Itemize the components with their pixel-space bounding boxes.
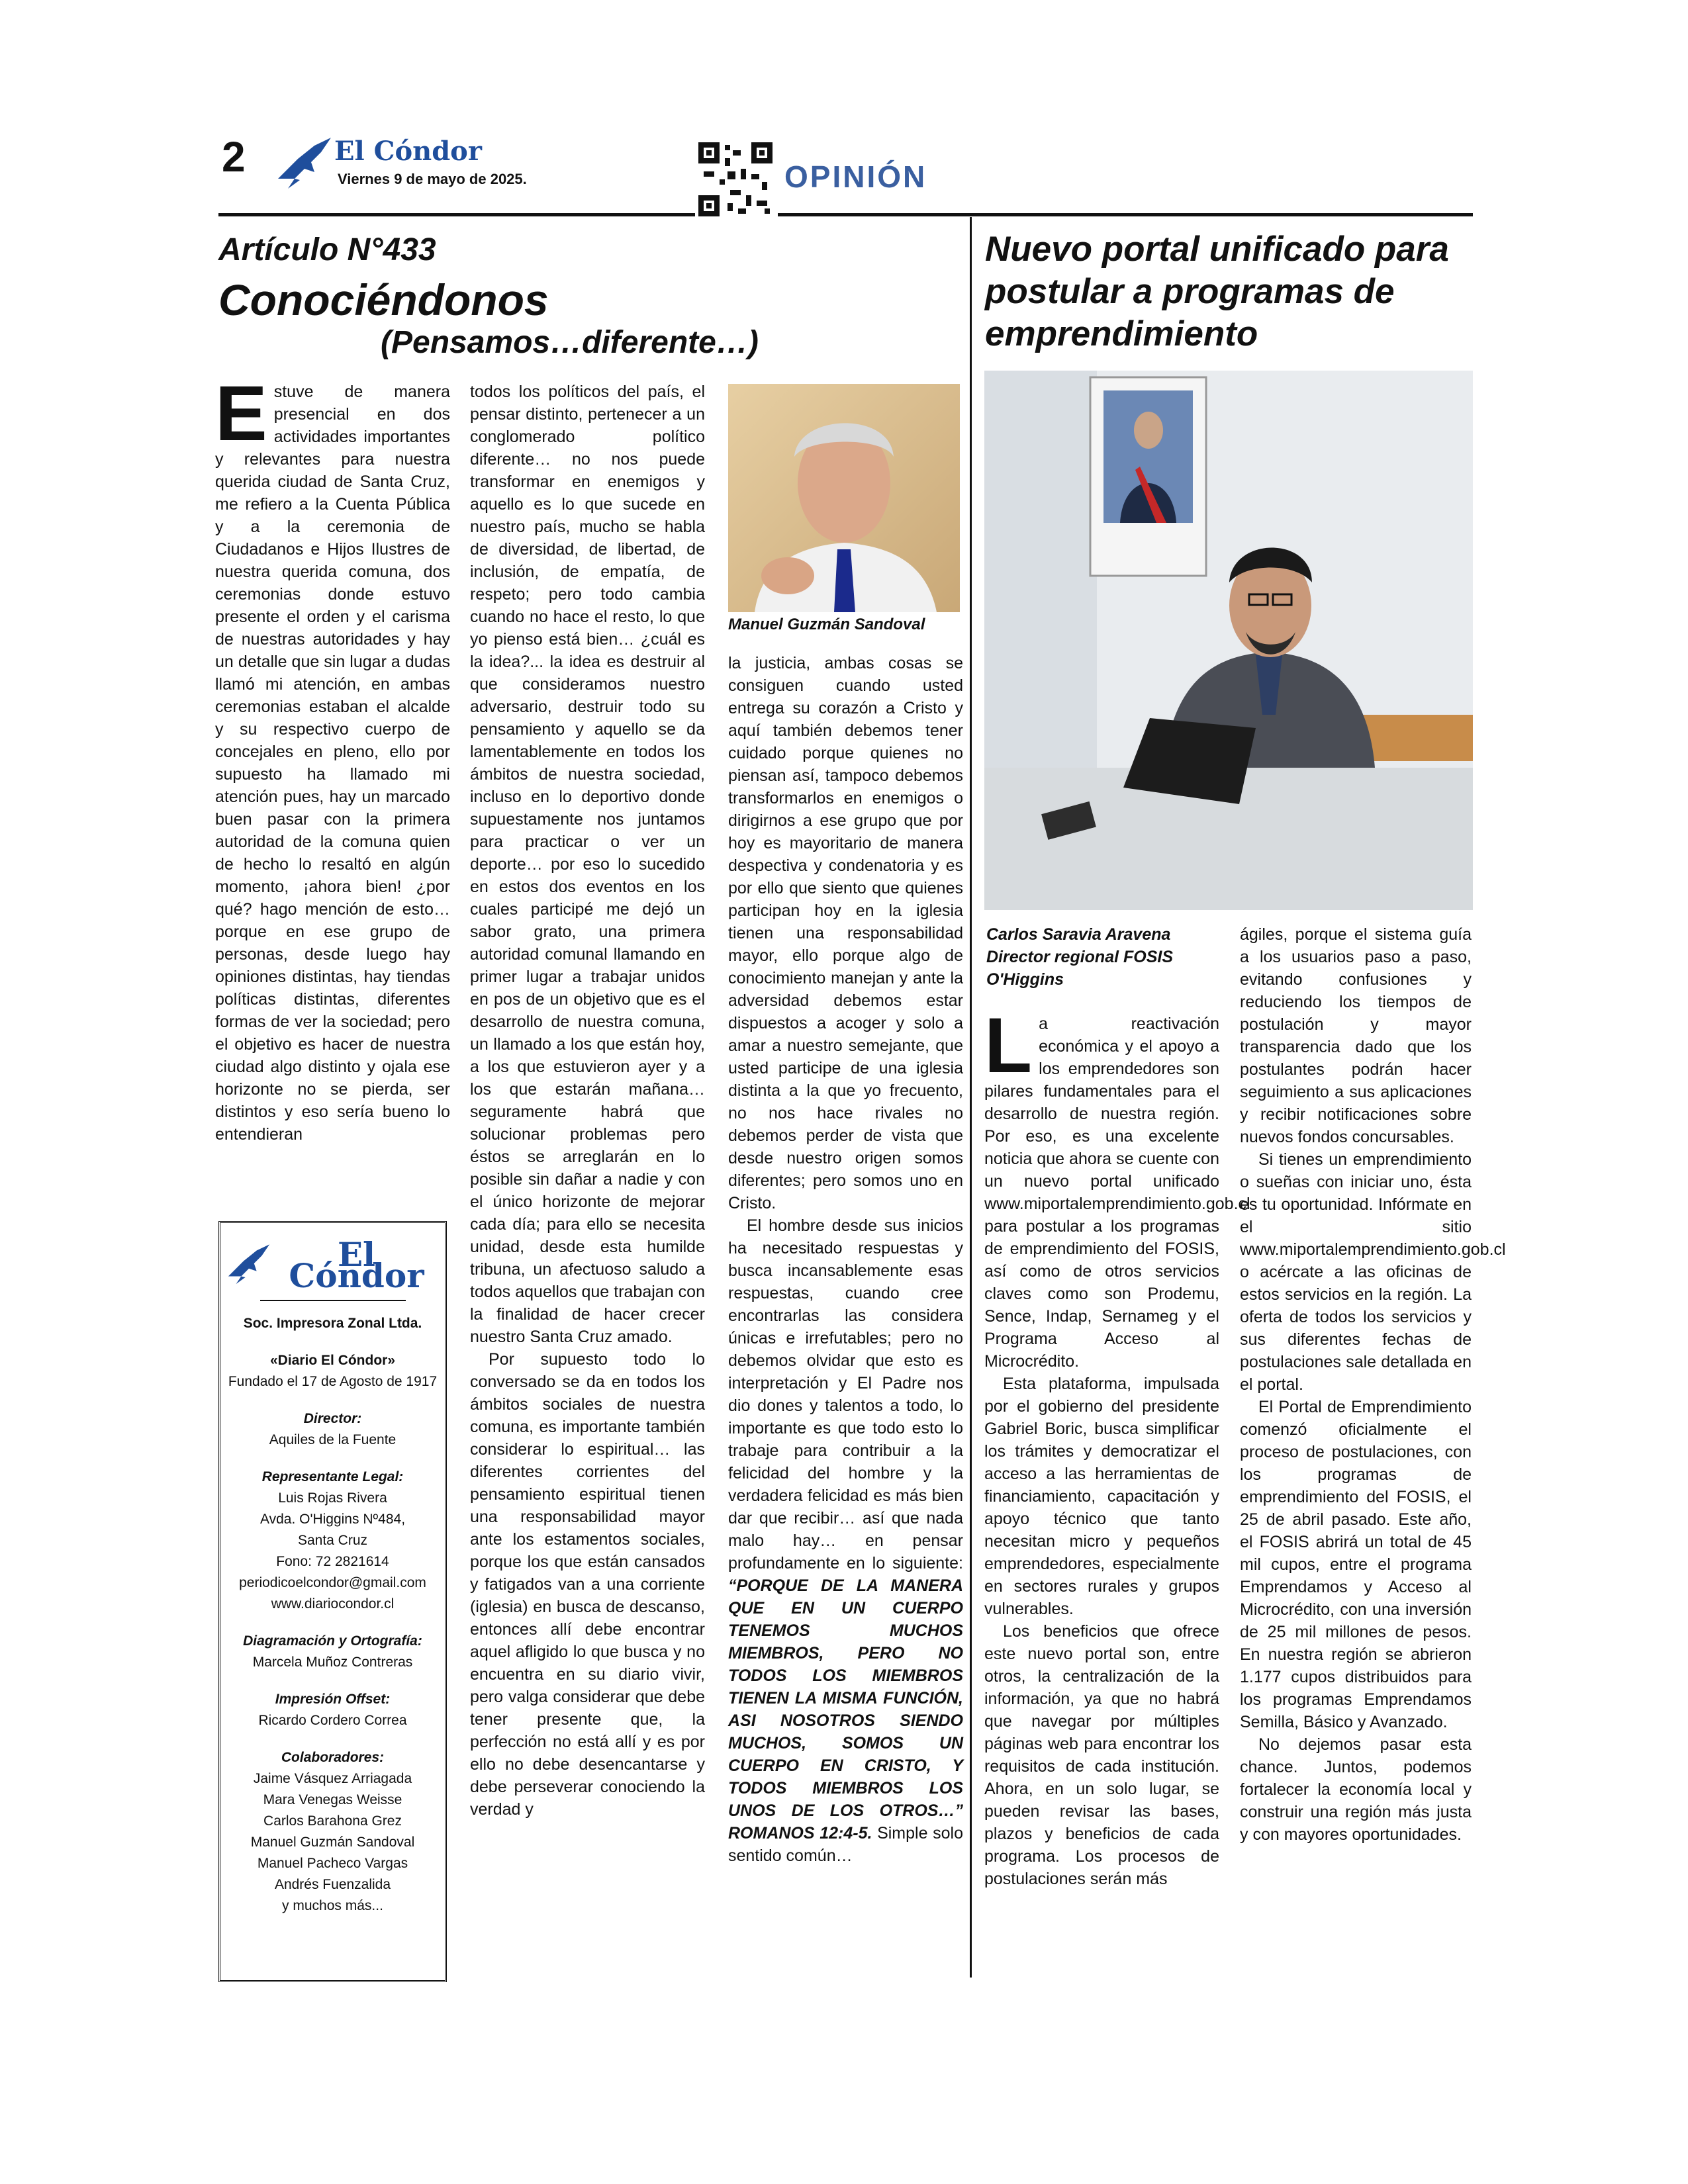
right-article-column-1: [984, 1002, 1250, 1890]
collaborator: Carlos Barahona Grez: [263, 1813, 402, 1829]
phone: Fono: 72 2821614: [276, 1554, 389, 1569]
paragraph: El Portal de Emprendimiento comenzó oficialmente el proceso de postulaciones, con los programas de emprendimiento del FOSIS, el 25 de abril pasado. Este año, el FOSIS abrirá un total de 45 mil cupos, entre el programa Emprendamos y Acceso al Microcrédito, con una inversión de 25 mil millones de pesos. En nuestra región se abrieron 1.177 cupos distribuidos para los programas Emprendamos Semilla, Básico y Avanzado.: [1240, 1398, 1472, 1731]
paragraph: Los beneficios que ofrece este nuevo portal son, entre otros, la centralización de la información, ya que no habrá que navegar por múltiples páginas web para encontrar los requisitos de cada institución. Ahora, en un solo lugar, se pueden revisar las bases, plazos y beneficios de cada programa. Los procesos de postulaciones serán más: [984, 1622, 1219, 1888]
collaborator: Mara Venegas Weisse: [263, 1792, 402, 1807]
author-photo: [728, 384, 960, 612]
paragraph: a reactivación económica y el apoyo a los emprendedores son pilares fundamentales para el desarrollo de nuestra región. Por eso, es una excelente noticia que ahora se cuente con un nuevo portal unificado www.miportalemprendimiento.gob.cl para postular a los programas de emprendimiento del FOSIS, así como de otros servicios claves como son Prodemu, Sence, Indap, Sernameg y el Programa Acceso al Microcrédito.: [984, 1015, 1250, 1371]
header-rule-left: [218, 213, 695, 216]
article-subtitle: (Pensamos…diferente…): [381, 325, 759, 360]
print-label: Impresión Offset:: [275, 1692, 391, 1707]
left-article-column-2: [470, 381, 705, 1821]
left-article-column-3: [728, 652, 963, 1867]
paragraph: Por supuesto todo lo conversado se da en todos los ámbitos sociales de nuestra comuna, es importante también considerar lo espiritual… las diferentes corrientes del pensamiento espiritual tienen una responsabilidad mayor ante los estamentos sociales, porque los que están cansados y fatigados van a una corriente (iglesia) en busca de descanso, entonces allí debe encontrar aquel afligido lo que busca y no encuentra en su diario vivir, pero valga considerar que debe tener presente que, la perfección no está allí y es por ello no debe desencantarse y debe perseverar conociendo la verdad y: [470, 1350, 705, 1819]
paragraph: Esta plataforma, impulsada por el gobierno del presidente Gabriel Boric, busca simplificar los trámites y democratizar el acceso a las herramientas de financiamiento, capacitación y apoyo técnico que tanto necesitan micro y pequeños emprendedores, especialmente en sectores rurales y grupos vulnerables.: [984, 1375, 1219, 1618]
collaborator: Manuel Pacheco Vargas: [257, 1856, 408, 1871]
brand-name: El Cóndor: [334, 136, 482, 167]
director-name: Aquiles de la Fuente: [269, 1432, 397, 1447]
masthead-brand: El Cóndor: [289, 1235, 424, 1295]
condor-logo-icon: [275, 132, 334, 192]
founded-date: Fundado el 17 de Agosto de 1917: [228, 1374, 438, 1389]
masthead-divider: [260, 1300, 406, 1301]
column-separator: [970, 217, 972, 1978]
address-line: Avda. O'Higgins Nº484,: [259, 1512, 406, 1527]
dropcap: L: [984, 1002, 1033, 1089]
paragraph: stuve de manera presencial en dos actividades importantes y relevantes para nuestra querida ciudad de Santa Cruz, me refiero a la Cuenta Pública y a la ceremonia de Ciudadanos e Hijos Ilustres de nuestra querida comuna, dos ceremonias donde estuvo presente el orden y el carisma de nuestras autoridades y hay un detalle que sin lugar a dudas llamó mi atención, en ambas ceremonias estaban el alcalde y su respectivo cuerpo de concejales en pleno, ello por supuesto ha llamado mi atención pues, hay un marcado buen pasar con la primera autoridad de la comuna quien de hecho lo resaltó en algún momento, ¡ahora bien! ¿por qué? hago mención de esto… porque en ese grupo de personas, desde luego hay opiniones distintas, hay tiendas políticas distintas, diferentes formas de ver la sociedad; pero el objetivo es hacer de nuestra ciudad algo distinto y ojala ese horizonte no se pierda, ser distintos y eso sería bueno lo entendieran: [215, 383, 450, 1144]
page-number: 2: [222, 133, 246, 181]
director-label: Director:: [303, 1411, 362, 1426]
legal-name: Luis Rojas Rivera: [278, 1490, 387, 1506]
director-name: Carlos Saravia Aravena: [986, 925, 1171, 944]
right-article-title: Nuevo portal unificado para postular a programas de emprendimiento: [985, 230, 1449, 353]
header-rule-right: [778, 213, 1473, 216]
qr-code-icon: [698, 142, 773, 216]
collaborator: Jaime Vásquez Arriagada: [253, 1771, 412, 1786]
paragraph: No dejemos pasar esta chance. Juntos, podemos fortalecer la economía local y construir una región más justa y con mayores oportunidades.: [1240, 1735, 1472, 1844]
website: www.diariocondor.cl: [271, 1596, 395, 1612]
dropcap: E: [215, 370, 267, 457]
left-article-column-1: [215, 370, 450, 1146]
print-name: Ricardo Cordero Correa: [258, 1713, 407, 1728]
paragraph: El hombre desde sus inicios ha necesitado respuestas y busca incansablemente esas respuestas, cuando cree encontrarlas las considera únicas e irrefutables; pero no debemos olvidar que esto es interpretación y El Padre nos dio dones y talentos a todo, lo importante es que todo esto lo trabaje para contribuir a la felicidad del hombre y la verdadera felicidad es más bien dar que recibir… así que nada malo hay… en pensar profundamente en lo siguiente:: [728, 1216, 963, 1572]
bible-quote: “PORQUE DE LA MANERA QUE EN UN CUERPO TENEMOS MUCHOS MIEMBROS, PERO NO TODOS LOS MIEMBROS TIENEN LA MISMA FUNCIÓN, ASI NOSOTROS SIENDO MUCHOS, SOMOS UN CUERPO EN CRISTO, Y TODOS MIEMBROS LOS UNOS DE LOS OTROS…” ROMANOS 12:4-5.: [728, 1576, 963, 1843]
director-caption: [986, 923, 1221, 991]
email: periodicoelcondor@gmail.com: [239, 1575, 426, 1590]
paragraph: todos los políticos del país, el pensar distinto, pertenecer a un conglomerado político diferente… no nos puede transformar en enemigos y aquello es lo que sucede en nuestro país, mucho se habla de diversidad, de libertad, de inclusión, de empatía, de respeto; pero todo cambia cuando no hace el resto, lo que yo pienso está bien… ¿cuál es la idea?... la idea es destruir al que consideramos nuestro adversario, destruir todo su pensamiento y aquello se da lamentablemente en todos los ámbitos de nuestra sociedad, incluso en lo deportivo donde supuestamente nos juntamos para practicar o ver un deporte… por eso lo sucedido en estos dos eventos en los cuales participé me dejó un sabor grato, una primera autoridad comunal llamando en primer lugar a trabajar unidos en pos de un objetivo que es el desarrollo de nuestra comuna, un llamado a los que están hoy, a los que estuvieron ayer y a los que estarán mañana… seguramente habrá que solucionar problemas pero éstos se arreglarán en lo posible sin dañar a nadie y con el único horizonte de mejorar cada día; para ello se necesita unidad, desde esta humilde tribuna, un afectuoso saludo a todos aquellos que trabajan con la finalidad de hacer crecer nuestro Santa Cruz amado.: [470, 383, 705, 1346]
paper-name: «Diario El Cóndor»: [269, 1353, 396, 1368]
collaborators-label: Colaboradores:: [281, 1750, 385, 1765]
paragraph-end: Simple solo sentido común…: [728, 1824, 963, 1865]
article-title: Conociéndonos: [218, 275, 549, 324]
section-title: OPINIÓN: [784, 159, 927, 194]
collaborator: y muchos más...: [282, 1898, 383, 1913]
issue-date: Viernes 9 de mayo de 2025.: [338, 171, 527, 187]
legal-label: Representante Legal:: [261, 1469, 404, 1484]
paragraph: ágiles, porque el sistema guía a los usuarios paso a paso, evitando confusiones y reduciendo los tiempos de postulación y mayor transparencia dado que los postulantes podrán hacer seguimiento a sus aplicaciones y recibir notificaciones sobre nuevos fondos concursables.: [1240, 925, 1472, 1146]
paragraph: Si tienes un emprendimiento o sueñas con iniciar uno, ésta es tu oportunidad. Infórmate en el sitio www.miportalemprendimiento.gob.cl o acércate a las oficinas de estos servicios en la región. La oferta de todos los servicios y sus diferentes fechas de postulaciones sale detallada en el portal.: [1240, 1150, 1506, 1394]
author-photo-caption: Manuel Guzmán Sandoval: [728, 615, 925, 633]
director-photo: [984, 371, 1473, 910]
article-number: Artículo N°433: [218, 232, 436, 267]
layout-label: Diagramación y Ortografía:: [243, 1633, 422, 1649]
condor-logo-icon: [226, 1240, 272, 1287]
right-article-column-2: [1240, 923, 1506, 1846]
address-line: Santa Cruz: [297, 1533, 368, 1548]
paragraph: la justicia, ambas cosas se consiguen cuando usted entrega su corazón a Cristo y aquí también debemos tener cuidado porque quienes no piensan así, tampoco debemos transformarlos en enemigos o dirigirnos a ese grupo que por hoy es mayoritario de manera despectiva y condenatoria y es por ello que siento que quienes participan hoy en la iglesia tienen una responsabilidad mayor, ello porque algo de conocimiento manejan y ante la adversidad debemos estar dispuestos a acoger y solo a amar a nuestro semejante, que usted participe de una iglesia distinta a la que yo frecuento, no nos hace rivales no debemos perder de vista que desde nuestro origen somos diferentes; pero somos uno en Cristo.: [728, 654, 963, 1212]
masthead-box: [218, 1221, 447, 1982]
collaborator: Manuel Guzmán Sandoval: [250, 1835, 415, 1850]
director-role: Director regional FOSIS O'Higgins: [986, 948, 1174, 989]
collaborator: Andrés Fuenzalida: [274, 1877, 391, 1892]
company-name: Soc. Impresora Zonal Ltda.: [243, 1316, 422, 1331]
layout-name: Marcela Muñoz Contreras: [252, 1655, 413, 1670]
